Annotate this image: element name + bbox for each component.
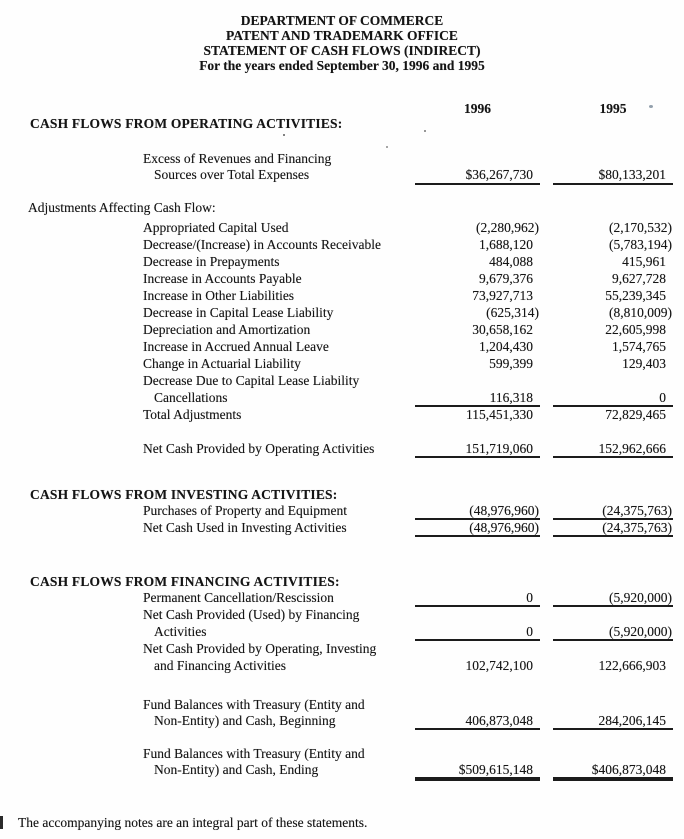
title-period: For the years ended September 30, 1996 and 1995 — [199, 58, 485, 73]
table-row — [0, 253, 684, 270]
table-row — [0, 640, 684, 657]
row-label: Increase in Accounts Payable — [143, 271, 302, 286]
table-row — [0, 502, 684, 519]
value-1996: 406,873,048 — [415, 712, 540, 730]
table-row — [0, 199, 684, 216]
row-label: Sources over Total Expenses — [154, 167, 310, 182]
year-column-header-1995: 1995 — [599, 101, 627, 116]
value-1995: (24,375,763) — [553, 519, 673, 537]
value-1996: 484,088 — [489, 254, 533, 269]
value-1995: 122,666,903 — [598, 658, 666, 673]
table-row — [0, 304, 684, 321]
table-row — [0, 606, 684, 623]
document-title-block — [0, 13, 684, 73]
scan-edge-artifact — [0, 816, 3, 829]
value-1996: (2,280,962) — [476, 220, 539, 235]
row-label: CASH FLOWS FROM FINANCING ACTIVITIES: — [30, 574, 340, 589]
row-label: and Financing Activities — [154, 658, 286, 673]
section-header-investing — [0, 486, 684, 502]
value-1996: 9,679,376 — [479, 271, 533, 286]
value-1995: 415,961 — [622, 254, 666, 269]
value-1996: 0 — [415, 589, 540, 607]
value-1995: 152,962,666 — [553, 440, 673, 458]
value-1996: 0 — [415, 623, 540, 641]
value-1995: $80,133,201 — [553, 166, 673, 185]
row-label: Net Cash Provided by Operating Activities — [143, 441, 375, 456]
value-1995: 284,206,145 — [553, 712, 673, 730]
table-row — [0, 219, 684, 236]
footer-note: The accompanying notes are an integral part of these statements. — [18, 815, 368, 830]
value-1996: (48,976,960) — [415, 502, 540, 520]
value-1995: (24,375,763) — [553, 502, 673, 520]
table-row — [0, 761, 684, 779]
row-label: Adjustments Affecting Cash Flow: — [28, 200, 216, 215]
table-row — [0, 372, 684, 389]
value-1996: 73,927,713 — [472, 288, 533, 303]
scan-artifact-dot — [424, 130, 426, 132]
row-label: Activities — [154, 624, 207, 639]
row-label: Purchases of Property and Equipment — [143, 503, 347, 518]
table-row — [0, 589, 684, 606]
table-row — [0, 745, 684, 761]
value-1995: (5,783,194) — [609, 237, 672, 252]
value-1995: (2,170,532) — [609, 220, 672, 235]
row-label: Increase in Accrued Annual Leave — [143, 339, 329, 354]
value-1995: 1,574,765 — [612, 339, 666, 354]
row-label: Total Adjustments — [143, 407, 242, 422]
table-row — [0, 338, 684, 355]
row-label: Decrease in Prepayments — [143, 254, 280, 269]
value-1996: 116,318 — [415, 389, 540, 407]
value-1995: (5,920,000) — [553, 589, 673, 607]
row-label: Appropriated Capital Used — [143, 220, 289, 235]
title-agency: DEPARTMENT OF COMMERCE — [240, 13, 444, 28]
table-row — [0, 406, 684, 423]
year-column-header-1996: 1996 — [464, 101, 491, 116]
row-label: CASH FLOWS FROM OPERATING ACTIVITIES: — [30, 116, 343, 131]
value-1996: 30,658,162 — [472, 322, 533, 337]
row-label: Excess of Revenues and Financing — [143, 151, 332, 166]
row-label: Decrease Due to Capital Lease Liability — [143, 373, 360, 388]
title-office: PATENT AND TRADEMARK OFFICE — [226, 28, 458, 43]
table-row — [0, 657, 684, 674]
row-label: Net Cash Used in Investing Activities — [143, 520, 347, 535]
table-row — [0, 355, 684, 372]
value-1996: 599,399 — [489, 356, 533, 371]
value-1995: 72,829,465 — [605, 407, 666, 422]
table-row — [0, 321, 684, 338]
value-1996: 102,742,100 — [465, 658, 533, 673]
value-1996: 115,451,330 — [466, 407, 533, 422]
value-1995: 22,605,998 — [605, 322, 666, 337]
row-label: Permanent Cancellation/Rescission — [143, 590, 334, 605]
value-1995: 55,239,345 — [605, 288, 666, 303]
scan-artifact-dot — [649, 105, 653, 108]
value-1995: 9,627,728 — [612, 271, 666, 286]
row-label: Decrease/(Increase) in Accounts Receivable — [143, 237, 381, 252]
row-label: Change in Actuarial Liability — [143, 356, 301, 371]
table-row — [0, 440, 684, 458]
column-header-row — [0, 100, 684, 115]
title-statement: STATEMENT OF CASH FLOWS (INDIRECT) — [203, 43, 481, 58]
value-1996: (48,976,960) — [415, 519, 540, 537]
value-1996: $36,267,730 — [415, 166, 540, 185]
table-row — [0, 150, 684, 166]
value-1996: 151,719,060 — [415, 440, 540, 458]
row-label: Non-Entity) and Cash, Ending — [154, 762, 319, 777]
table-row — [0, 696, 684, 712]
value-1995: (5,920,000) — [553, 623, 673, 641]
row-label: Fund Balances with Treasury (Entity and — [143, 746, 365, 761]
table-row — [0, 519, 684, 536]
section-header-operating — [0, 115, 684, 130]
row-label: Non-Entity) and Cash, Beginning — [154, 713, 336, 728]
table-row — [0, 236, 684, 253]
table-row — [0, 389, 684, 406]
table-row — [0, 270, 684, 287]
scan-artifact-dot — [283, 134, 285, 136]
value-1996: (625,314) — [486, 305, 539, 320]
value-1996: 1,688,120 — [479, 237, 533, 252]
value-1995: (8,810,009) — [609, 305, 672, 320]
value-1996: 1,204,430 — [479, 339, 533, 354]
scan-artifact-dot — [386, 146, 388, 148]
table-row — [0, 712, 684, 729]
row-label: Fund Balances with Treasury (Entity and — [143, 697, 365, 712]
section-header-financing — [0, 573, 684, 589]
table-row — [0, 287, 684, 304]
row-label: Depreciation and Amortization — [143, 322, 311, 337]
table-row — [0, 623, 684, 640]
row-label: Increase in Other Liabilities — [143, 288, 295, 303]
row-label: Net Cash Provided (Used) by Financing — [143, 607, 360, 622]
value-1995: 129,403 — [622, 356, 666, 371]
row-label: CASH FLOWS FROM INVESTING ACTIVITIES: — [30, 487, 338, 502]
value-1995: 0 — [553, 389, 673, 407]
row-label: Cancellations — [154, 390, 228, 405]
value-1995: $406,873,048 — [553, 761, 673, 779]
row-label: Net Cash Provided by Operating, Investing — [143, 641, 377, 656]
row-label: Decrease in Capital Lease Liability — [143, 305, 334, 320]
value-1996: $509,615,148 — [415, 761, 540, 779]
table-row — [0, 166, 684, 185]
